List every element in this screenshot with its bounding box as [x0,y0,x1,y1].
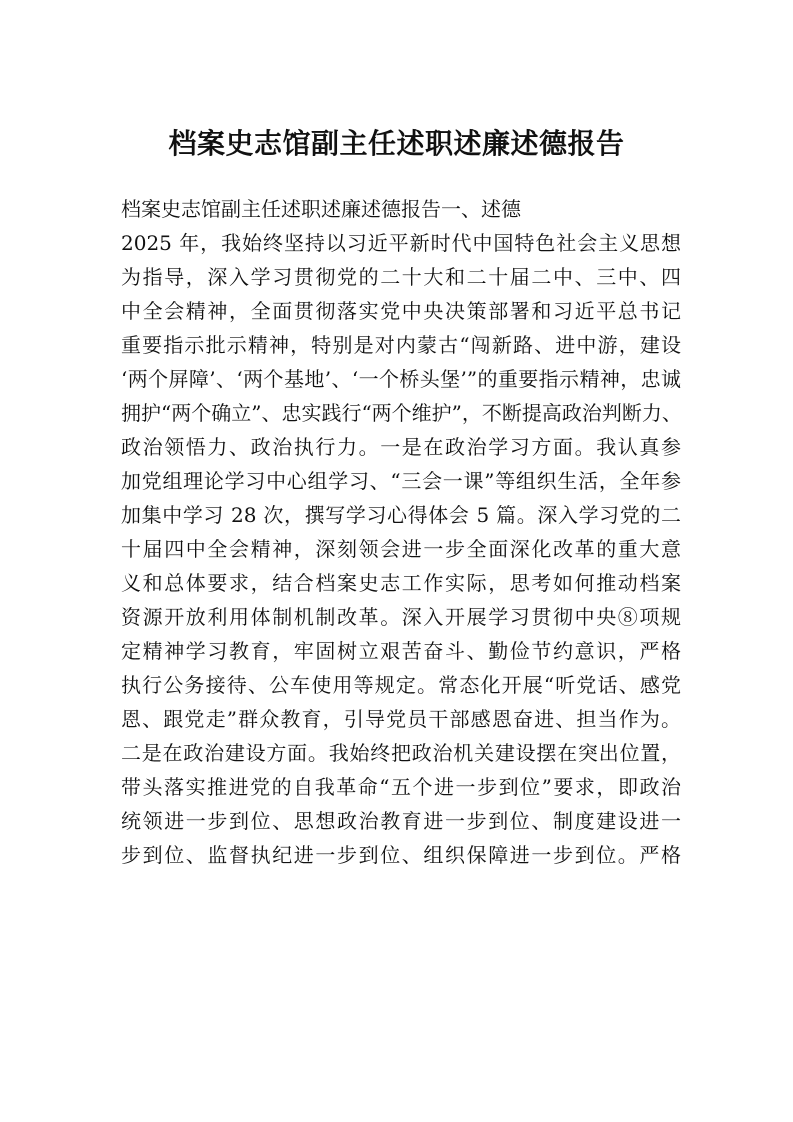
paragraph-line: 资源开放利用体制机制改革。深入开展学习贯彻中央⑧项规 [121,605,681,629]
paragraph-line: 2025 年，我始终坚持以习近平新时代中国特色社会主义思想 [121,231,681,255]
paragraph-line: 加党组理论学习中心组学习、“三会一课”等组织生活，全年参 [121,469,681,493]
paragraph-line: 档案史志馆副主任述职述廉述德报告一、述德 [121,197,521,221]
paragraph-line: 恩、跟党走”群众教育，引导党员干部感恩奋进、担当作为。 [121,707,681,731]
paragraph-line: 执行公务接待、公车使用等规定。常态化开展“听党话、感党 [121,673,681,697]
paragraph-line: 重要指示批示精神，特别是对内蒙古“闯新路、进中游，建设 [121,333,681,357]
paragraph-line: 政治领悟力、政治执行力。一是在政治学习方面。我认真参 [121,435,681,459]
paragraph-line: 加集中学习 28 次，撰写学习心得体会 5 篇。深入学习党的二 [121,503,681,527]
paragraph-line: 统领进一步到位、思想政治教育进一步到位、制度建设进一 [121,809,681,833]
document-body [121,192,681,872]
paragraph-line: 义和总体要求，结合档案史志工作实际，思考如何推动档案 [121,571,681,595]
paragraph-line: 二是在政治建设方面。我始终把政治机关建设摆在突出位置， [121,741,681,765]
paragraph-line: 中全会精神，全面贯彻落实党中央决策部署和习近平总书记 [121,299,681,323]
paragraph-line: 定精神学习教育，牢固树立艰苦奋斗、勤俭节约意识，严格 [121,639,681,663]
paragraph-line: 为指导，深入学习贯彻党的二十大和二十届二中、三中、四 [121,265,681,289]
document-title: 档案史志馆副主任述职述廉述德报告 [168,127,625,160]
paragraph-line: 十届四中全会精神，深刻领会进一步全面深化改革的重大意 [121,537,681,561]
paragraph-line: 步到位、监督执纪进一步到位、组织保障进一步到位。严格 [121,843,681,867]
paragraph-line: 带头落实推进党的自我革命“五个进一步到位”要求，即政治 [121,775,681,799]
paragraph-line: ‘两个屏障’、‘两个基地’、‘一个桥头堡’”的重要指示精神，忠诚 [121,367,681,391]
paragraph-line: 拥护“两个确立”、忠实践行“两个维护”，不断提高政治判断力、 [121,401,682,425]
